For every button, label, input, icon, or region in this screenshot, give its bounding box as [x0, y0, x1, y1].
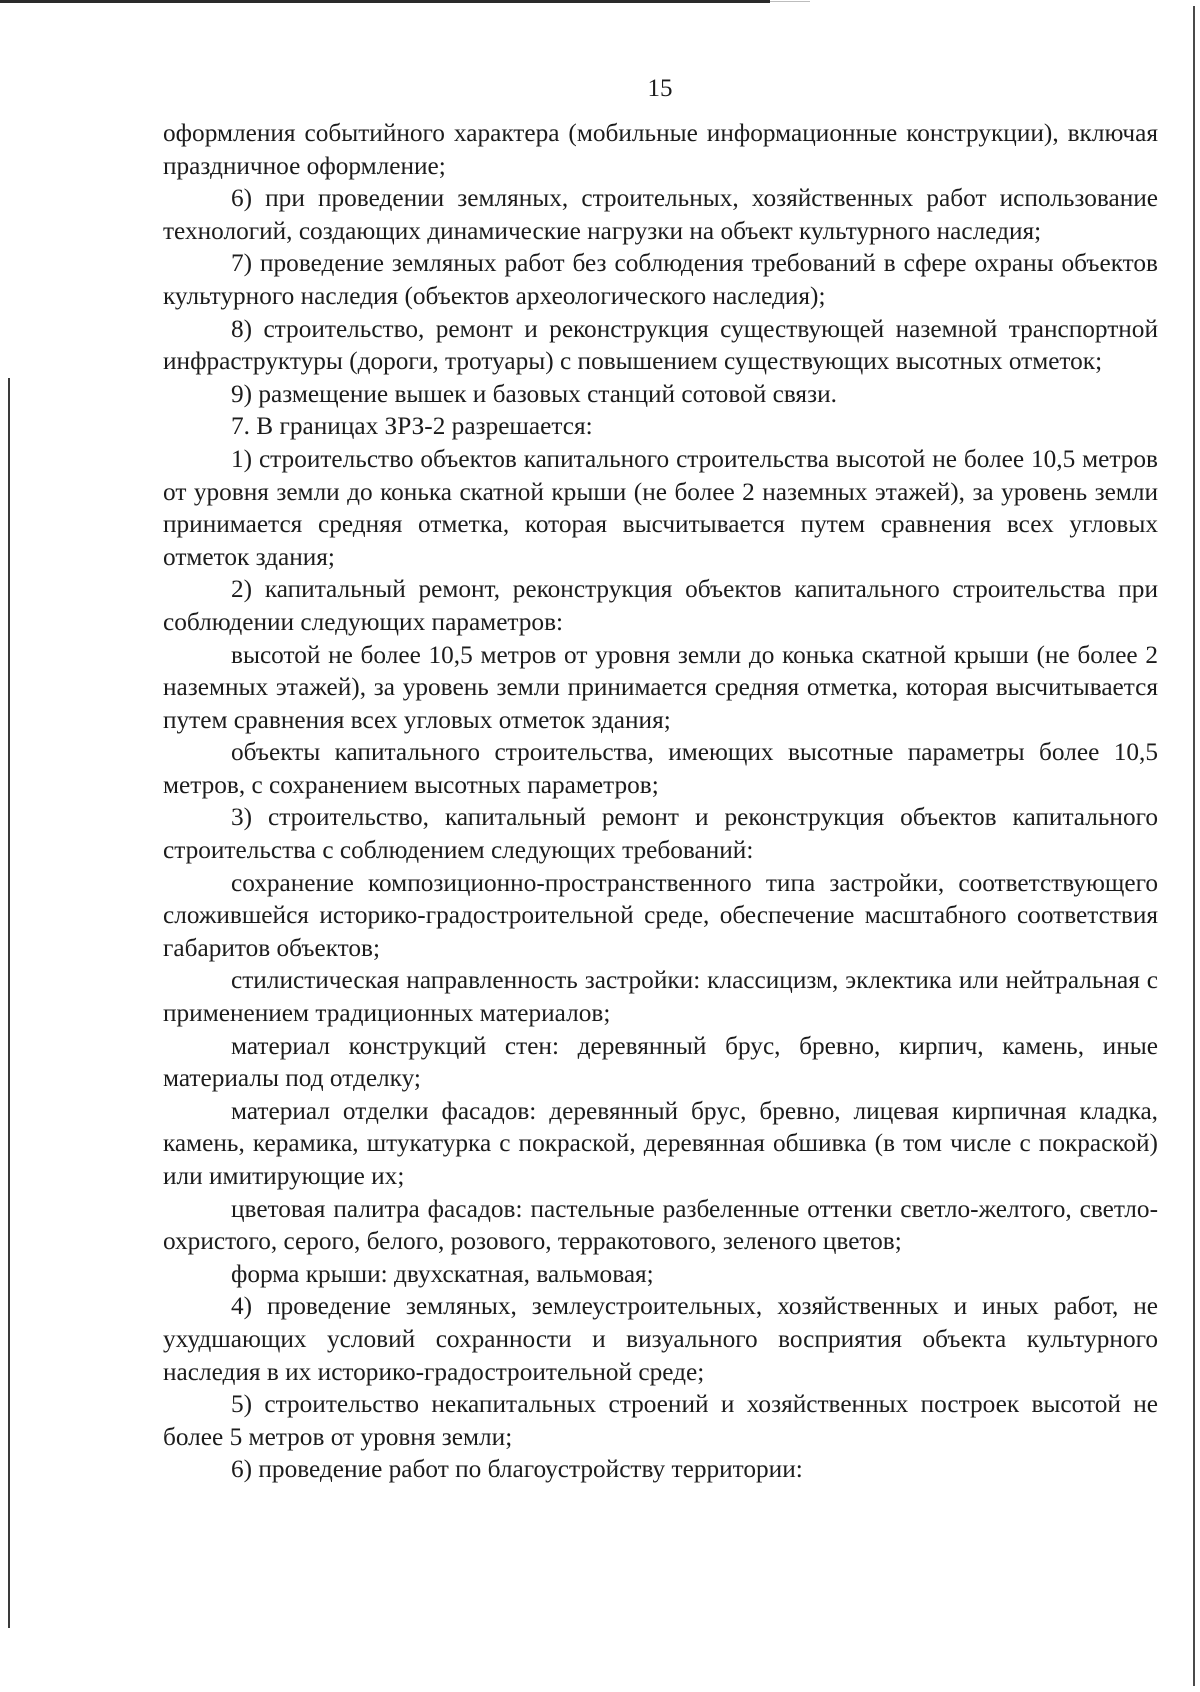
- document-body: [163, 117, 1158, 1486]
- scan-border-left: [8, 378, 10, 1628]
- paragraph-10: объекты капитального строительства, имеющих высотные параметры более 10,5 метров, с сохранением высотных параметров;: [163, 738, 1158, 799]
- paragraph-5: 9) размещение вышек и базовых станций сотовой связи.: [231, 379, 837, 408]
- paragraph-3: 7) проведение земляных работ без соблюдения требований в сфере охраны объектов культурного наследия (объектов археологического наследия);: [163, 249, 1158, 310]
- paragraph-6: 7. В границах ЗРЗ-2 разрешается:: [231, 412, 593, 441]
- paragraph-11: 3) строительство, капитальный ремонт и реконструкция объектов капитального строительства с соблюдением следующих требований:: [163, 803, 1158, 865]
- paragraph-14: материал конструкций стен: деревянный брус, бревно, кирпич, камень, иные материалы под отделку;: [163, 1031, 1158, 1093]
- paragraph-8: 2) капитальный ремонт, реконструкция объектов капитального строительства при соблюдении следующих параметров:: [163, 575, 1158, 636]
- paragraph-1: оформления событийного характера (мобильные информационные конструкции), включая праздничное оформление;: [163, 119, 1158, 180]
- paragraph-2: 6) при проведении земляных, строительных, хозяйственных работ использование технологий, создающих динамические нагрузки на объект культурного наследия;: [163, 184, 1158, 245]
- paragraph-19: 5) строительство некапитальных строений и хозяйственных построек высотой не более 5 метров от уровня земли;: [163, 1390, 1158, 1451]
- paragraph-13: стилистическая направленность застройки: классицизм, эклектика или нейтральная с применением традиционных материалов;: [163, 966, 1158, 1028]
- page-number: 15: [647, 75, 673, 102]
- paragraph-9: высотой не более 10,5 метров от уровня земли до конька скатной крыши (не более 2 наземных этажей), за уровень земли принимается средняя отметка, которая высчитывается путем сравнения всех угловых отметок здания;: [163, 640, 1158, 734]
- paragraph-16: цветовая палитра фасадов: пастельные разбеленные оттенки светло-желтого, светло-охристого, серого, белого, розового, терракотового, зеленого цветов;: [163, 1194, 1158, 1256]
- paragraph-17: форма крыши: двухскатная, вальмовая;: [231, 1259, 654, 1288]
- paragraph-12: сохранение композиционно-пространственного типа застройки, соответствующего сложившейся историко-градостроительной среде, обеспечение масштабного соответствия габаритов объектов;: [163, 868, 1158, 962]
- scan-border-right: [1193, 6, 1195, 1686]
- paragraph-18: 4) проведение земляных, землеустроительных, хозяйственных и иных работ, не ухудшающих условий сохранности и визуального восприятия объекта культурного наследия в их историко-градостроительной среде;: [163, 1292, 1158, 1386]
- scan-border-top: [0, 0, 770, 3]
- paragraph-4: 8) строительство, ремонт и реконструкция существующей наземной транспортной инфраструктуры (дороги, тротуары) с повышением существующих высотных отметок;: [163, 314, 1158, 376]
- paragraph-20: 6) проведение работ по благоустройству территории:: [231, 1455, 803, 1484]
- scan-border-top-faint: [770, 1, 810, 2]
- paragraph-7: 1) строительство объектов капитального строительства высотой не более 10,5 метров от уровня земли до конька скатной крыши (не более 2 наземных этажей), за уровень земли принимается средняя отметка, которая высчитывается путем сравнения всех угловых отметок здания;: [163, 444, 1158, 571]
- paragraph-15: материал отделки фасадов: деревянный брус, бревно, лицевая кирпичная кладка, камень, керамика, штукатурка с покраской, деревянная обшивка (в том числе с покраской) или имитирующие их;: [163, 1096, 1158, 1190]
